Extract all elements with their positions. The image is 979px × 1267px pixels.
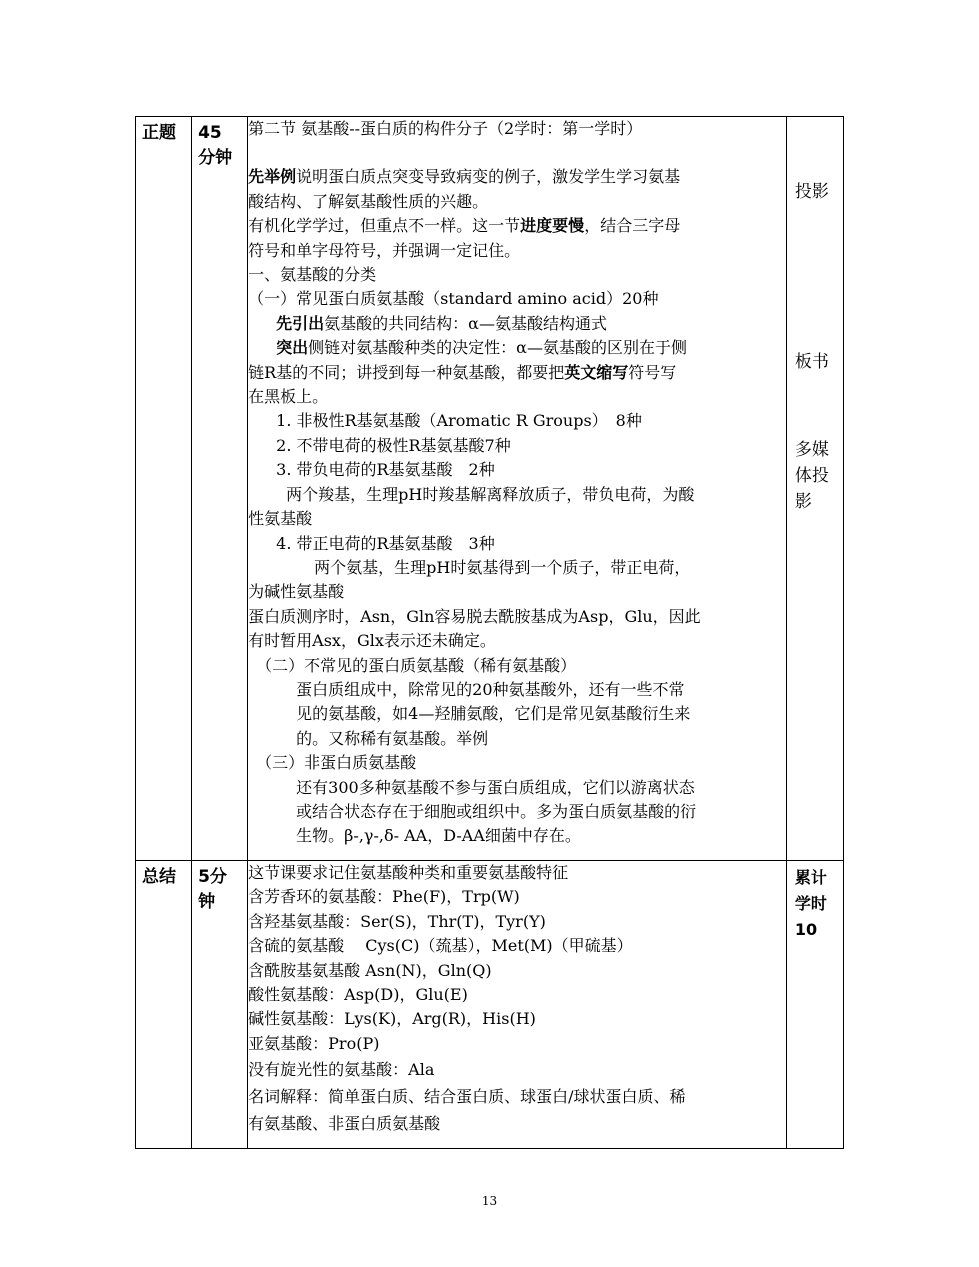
summary-line: 名词解释：简单蛋白质、结合蛋白质、球蛋白/球状蛋白质、稀 (248, 1087, 686, 1107)
row-main-topic (136, 117, 844, 861)
stage-cell (136, 861, 192, 1149)
duration-cell (192, 861, 248, 1149)
heading-rare-aa: （二）不常见的蛋白质氨基酸（稀有氨基酸） (256, 655, 577, 675)
row-summary (136, 861, 844, 1149)
cumulative-hours: 累计 学时 10 (794, 868, 827, 939)
intro-line: 先举例说明蛋白质点突变导致病变的例子，激发学生学习氨基 (248, 167, 681, 187)
heading-standard-aa: （一）常见蛋白质氨基酸（standard amino acid）20种 (248, 289, 659, 309)
page-number: 13 (481, 1194, 498, 1208)
stage-label: 正题 (142, 123, 176, 143)
group-2: 2. 不带电荷的极性R基氨基酸7种 (276, 435, 511, 455)
summary-line: 有氨基酸、非蛋白质氨基酸 (248, 1114, 441, 1134)
duration-cell (192, 117, 248, 861)
heading-classification: 一、氨基酸的分类 (248, 265, 377, 285)
summary-line: 酸性氨基酸：Asp(D)，Glu(E) (248, 985, 468, 1005)
content-cell: 第二节 氨基酸--蛋白质的构件分子（2学时：第一学时） 先举例说明蛋白质点突变导致病变的例子，激发学生学习氨基 酸结构、了解氨基酸性质的兴趣。 有机化学学过，但重点不一样。这一节进度要慢，结合三字母 符号和单字母符号，并强调一定记住。 一、氨基酸的分类 （一）常见蛋白质氨基酸（standard amino acid）20种 先引出氨基酸的共同结构：α—氨基酸结构通式 突出侧链对氨基酸种类的决定性：α—氨基酸的区别在于侧 链R基的不同；讲授到每一种氨基酸，都要把英文缩写符号写 在黑板上。 1. 非极性R基氨基酸（Aromatic R Groups） 8种 2. 不带电荷的极性R基氨基酸7种 3. 带负电荷的R基氨基酸 2种 两个羧基，生理pH时羧基解离释放质子，带负电荷，为酸 性氨基酸 4. 带正电荷的R基氨基酸 3种 两个氨基，生理pH时氨基得到一个质子，带正电荷， 为碱性氨基酸 蛋白质测序时，Asn，Gln容易脱去酰胺基成为Asp，Glu，因此 有时暂用Asx，Glx表示还未确定。 （二）不常见的蛋白质氨基酸（稀有氨基酸） 蛋白质组成中，除常见的20种氨基酸外，还有一些不常 见的氨基酸，如4—羟脯氨酸，它们是常见氨基酸衍生来 的。又称稀有氨基酸。举例 （三）非蛋白质氨基酸 还有300多种氨基酸不参与蛋白质组成，它们以游离状态 或结合状态存在于细胞或组织中。多为蛋白质氨基酸的衍 生物。β-,γ-,δ- AA，D-AA细菌中存在。 (248, 117, 787, 861)
stage-cell (136, 117, 192, 861)
section-title: 第二节 氨基酸--蛋白质的构件分子（2学时：第一学时） (248, 119, 643, 138)
summary-line: 含羟基氨基酸：Ser(S)，Thr(T)，Tyr(Y) (248, 911, 546, 931)
heading-non-protein-aa: （三）非蛋白质氨基酸 (256, 753, 417, 773)
summary-line: 含硫的氨基酸 Cys(C)（巯基），Met(M)（甲硫基） (248, 936, 633, 956)
duration-label: 45 分钟 (198, 123, 233, 168)
aid-blackboard: 板书 (794, 352, 829, 372)
summary-content-cell (248, 861, 787, 1149)
summary-line: 没有旋光性的氨基酸：Ala (248, 1060, 435, 1080)
summary-line: 这节课要求记住氨基酸种类和重要氨基酸特征 (248, 863, 569, 882)
summary-line: 含酰胺基氨基酸 Asn(N)，Gln(Q) (248, 960, 492, 980)
cumulative-hours-cell (786, 861, 843, 1149)
duration-label: 5分 钟 (198, 867, 227, 912)
summary-line: 亚氨基酸：Pro(P) (248, 1033, 380, 1053)
teaching-aids-cell (786, 117, 843, 861)
group-4: 4. 带正电荷的R基氨基酸 3种 (276, 533, 495, 553)
sequencing-note: 蛋白质测序时，Asn，Gln容易脱去酰胺基成为Asp，Glu，因此 (248, 606, 701, 626)
summary-line: 含芳香环的氨基酸：Phe(F)，Trp(W) (248, 887, 520, 907)
aid-projection: 投影 (794, 182, 829, 202)
stage-label: 总结 (142, 867, 176, 887)
aid-multimedia: 多媒 体投 影 (794, 440, 829, 512)
pace-line: 有机化学学过，但重点不一样。这一节进度要慢，结合三字母 (248, 216, 681, 236)
lesson-plan-table (135, 116, 844, 1149)
summary-line: 碱性氨基酸：Lys(K)，Arg(R)，His(H) (248, 1009, 536, 1029)
group-1: 1. 非极性R基氨基酸（Aromatic R Groups） 8种 (276, 411, 642, 431)
group-3: 3. 带负电荷的R基氨基酸 2种 (276, 460, 495, 480)
